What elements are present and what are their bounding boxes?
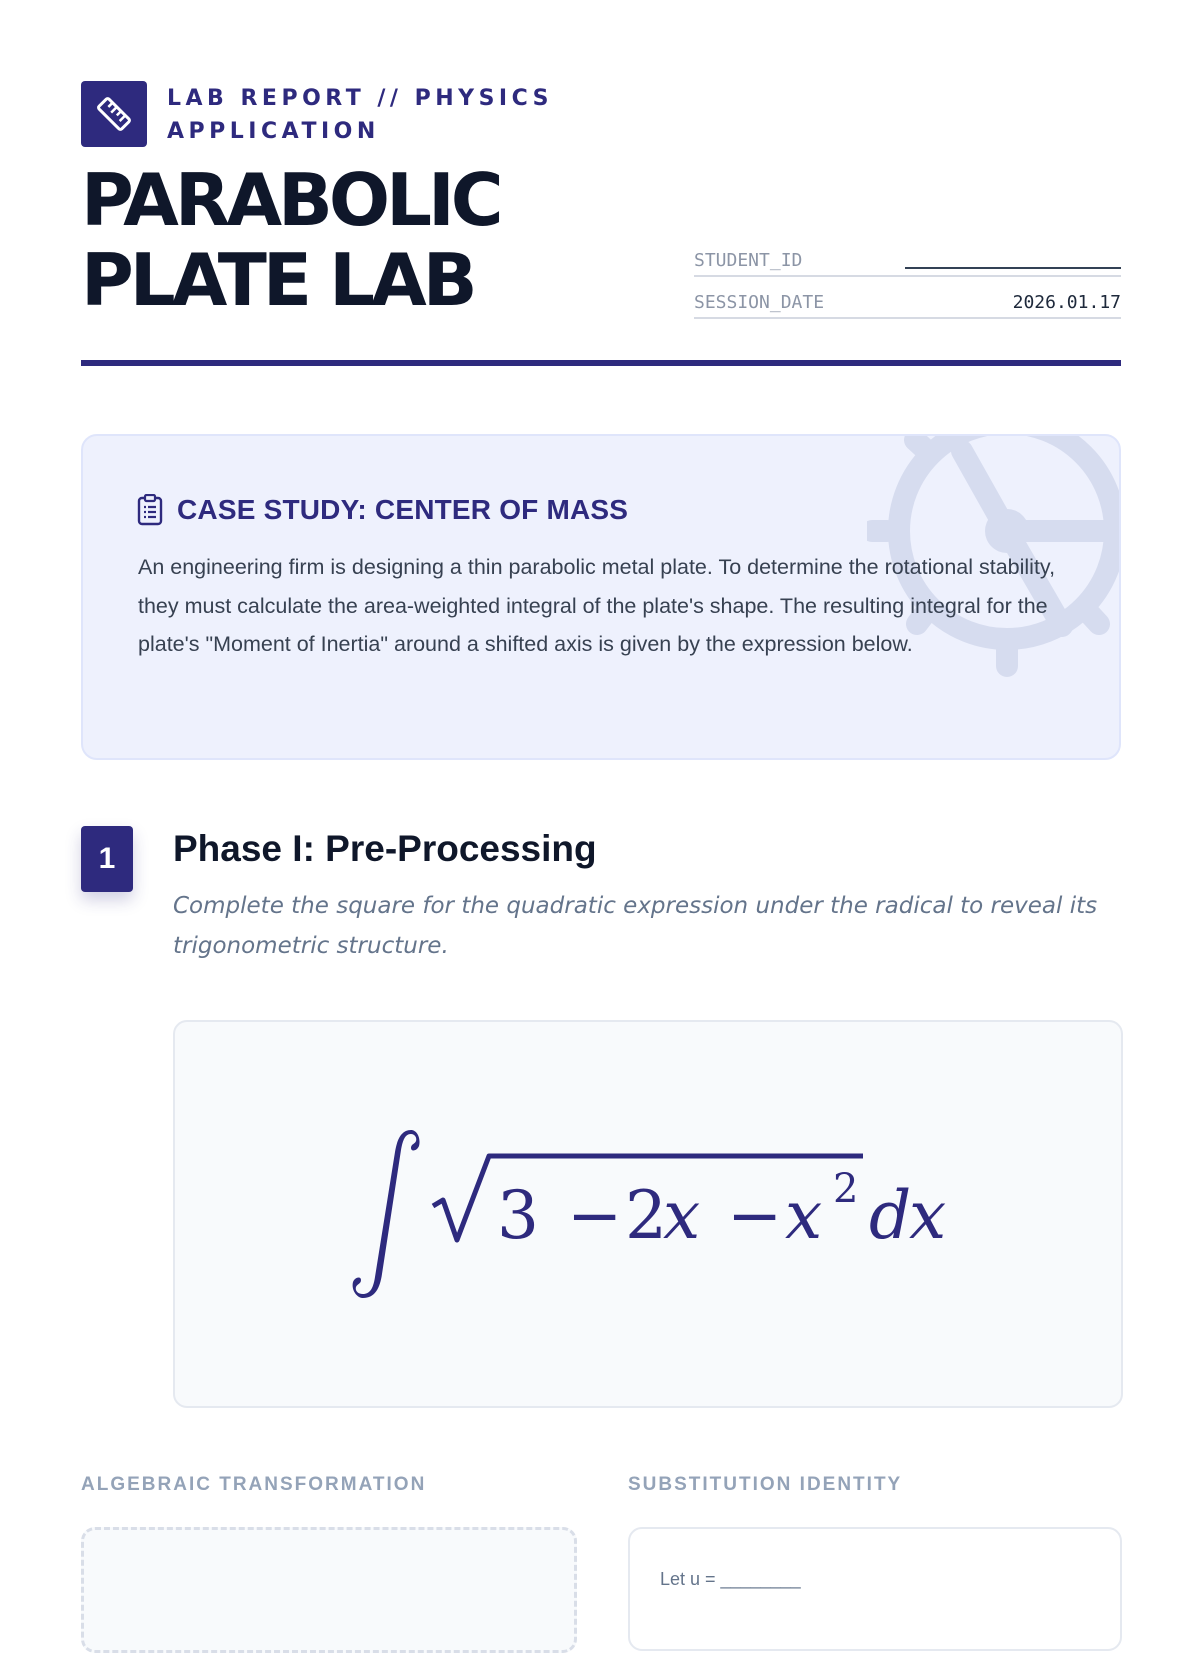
ruler-icon <box>81 81 147 147</box>
formula-exponent-2: 2 <box>833 1166 859 1212</box>
header-divider <box>81 360 1121 366</box>
phase-title: Phase I: Pre-Processing <box>173 828 597 869</box>
student-id-row <box>694 245 1121 277</box>
student-id-label: STUDENT_ID <box>694 250 803 271</box>
formula-var-x-squared: x <box>785 1177 823 1254</box>
page-title <box>81 160 701 320</box>
algebraic-transformation-label: ALGEBRAIC TRANSFORMATION <box>81 1474 427 1495</box>
case-study-heading <box>137 494 628 526</box>
report-kicker: LAB REPORT // PHYSICS APPLICATION <box>167 86 554 144</box>
phase-number-badge: 1 <box>81 826 133 892</box>
formula-minus-2: − <box>727 1177 783 1254</box>
student-id-field[interactable] <box>905 267 1121 269</box>
title-line-2: PLATE LAB <box>81 238 474 322</box>
case-study-body: An engineering firm is designing a thin parabolic metal plate. To determine the rotational stability, they must calculate the area-weighted integral of the plate's shape. The resulting integral for the plate's "Moment of Inertia" around a shifted axis is given by the expression below. <box>138 555 1056 656</box>
substitution-identity-label: SUBSTITUTION IDENTITY <box>628 1474 903 1495</box>
lab-report-page <box>81 0 1121 1600</box>
formula-d: d <box>869 1177 912 1254</box>
integral-sign <box>353 1130 420 1298</box>
phase-description: Complete the square for the quadratic expression under the radical to reveal its trigonometric structure. <box>173 893 1098 959</box>
substitution-box <box>628 1527 1122 1651</box>
title-line-1: PARABOLIC <box>81 158 500 242</box>
substitution-field[interactable]: Let u = ________ <box>660 1569 801 1589</box>
clipboard-icon <box>137 494 163 526</box>
session-date-row <box>694 287 1121 319</box>
formula-coef-2: 2 <box>625 1177 667 1254</box>
report-meta <box>694 245 1121 329</box>
session-date-value: 2026.01.17 <box>1012 292 1121 313</box>
formula-card <box>173 1020 1123 1408</box>
formula-term-3: 3 <box>497 1177 539 1254</box>
integral-formula <box>175 1022 1121 1406</box>
formula-dx-x: x <box>909 1177 947 1254</box>
formula-minus-1: − <box>567 1177 623 1254</box>
session-date-label: SESSION_DATE <box>694 292 825 313</box>
case-study-card <box>81 434 1121 760</box>
formula-var-x: x <box>663 1177 701 1254</box>
case-study-title: CASE STUDY: CENTER OF MASS <box>177 494 629 525</box>
algebraic-work-area[interactable] <box>81 1527 577 1653</box>
